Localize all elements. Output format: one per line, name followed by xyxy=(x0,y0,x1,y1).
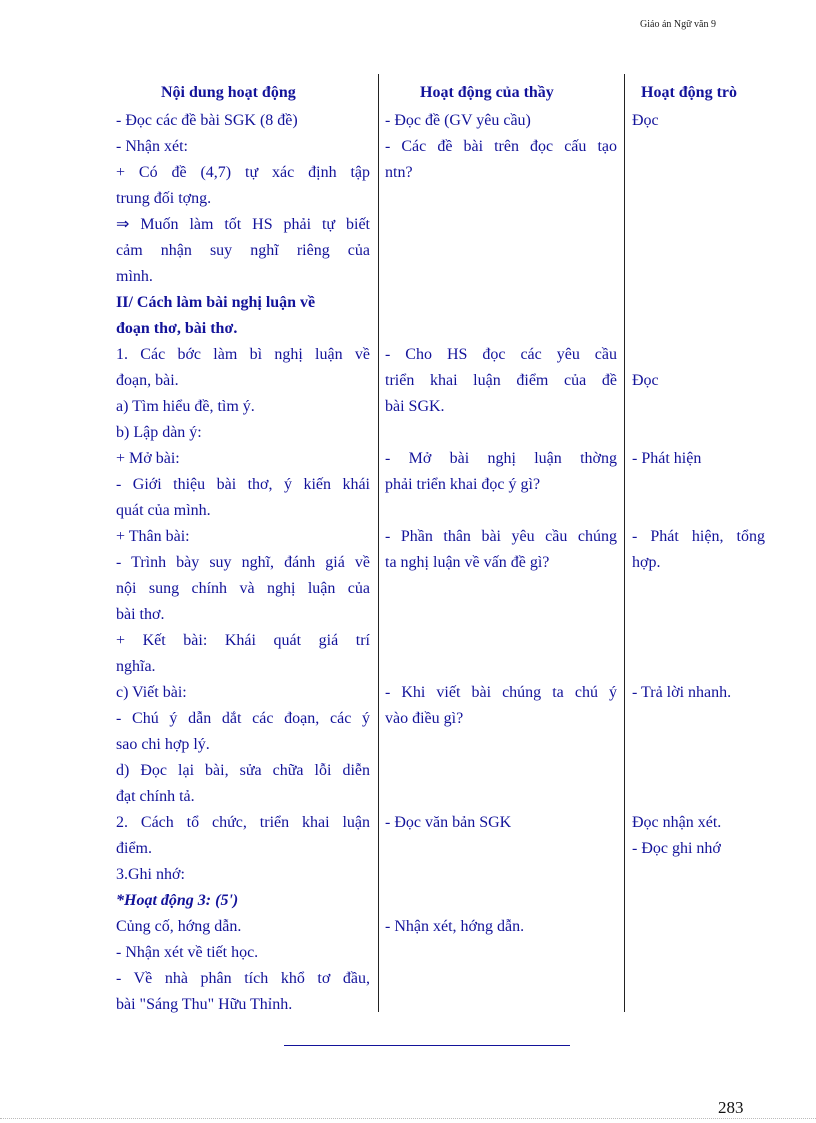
content-line: - Chú ý dẫn dắt các đoạn, các ý xyxy=(116,710,370,727)
teacher-line: vào điều gì? xyxy=(385,710,464,727)
bottom-dotted-border xyxy=(0,1118,816,1119)
column-header-student: Hoạt động trò xyxy=(641,84,737,101)
teacher-line: - Đọc văn bản SGK xyxy=(385,814,512,831)
content-line: trung đối tợng. xyxy=(116,190,212,207)
content-line: - Về nhà phân tích khổ tơ đầu, xyxy=(116,970,370,987)
content-line: Củng cố, hớng dẫn. xyxy=(116,918,242,935)
content-line: + Kết bài: Khái quát giá trí xyxy=(116,632,370,649)
content-line: 2. Cách tổ chức, triển khai luận xyxy=(116,814,370,831)
content-line: 1. Các bớc làm bì nghị luận về xyxy=(116,346,370,363)
teacher-line: - Phần thân bài yêu cầu chúng xyxy=(385,528,617,545)
teacher-line: ta nghị luận về vấn đề gì? xyxy=(385,554,550,571)
student-line: - Phát hiện, tổng xyxy=(632,528,765,545)
content-line: bài thơ. xyxy=(116,606,165,623)
content-line: - Giới thiệu bài thơ, ý kiến khái xyxy=(116,476,370,493)
student-line: - Trả lời nhanh. xyxy=(632,684,732,701)
teacher-line: - Cho HS đọc các yêu cầu xyxy=(385,346,617,363)
content-line: - Đọc các đề bài SGK (8 đề) xyxy=(116,112,298,129)
content-line: đoạn, bài. xyxy=(116,372,179,389)
section-heading: II/ Cách làm bài nghị luận về xyxy=(116,294,316,311)
content-line: + Thân bài: xyxy=(116,528,190,545)
content-line: 3.Ghi nhớ: xyxy=(116,866,185,883)
content-line: - Nhận xét về tiết học. xyxy=(116,944,259,961)
content-line: sao chi hợp lý. xyxy=(116,736,210,753)
column-header-content: Nội dung hoạt động xyxy=(161,84,296,101)
student-line: Đọc xyxy=(632,372,659,389)
teacher-line: triển khai luận điểm của đề xyxy=(385,372,617,389)
content-line: điểm. xyxy=(116,840,152,857)
teacher-line: phải triển khai đọc ý gì? xyxy=(385,476,541,493)
student-line: - Đọc ghi nhớ xyxy=(632,840,721,857)
page-number: 283 xyxy=(718,1098,744,1117)
teacher-line: bài SGK. xyxy=(385,398,445,415)
teacher-line: - Khi viết bài chúng ta chú ý xyxy=(385,684,617,701)
content-line: đạt chính tả. xyxy=(116,788,195,805)
teacher-line: - Nhận xét, hớng dẫn. xyxy=(385,918,525,935)
content-line: nghĩa. xyxy=(116,658,156,675)
content-line: + Mở bài: xyxy=(116,450,180,467)
content-line: bài "Sáng Thu" Hữu Thỉnh. xyxy=(116,996,293,1013)
student-line: Đọc xyxy=(632,112,659,129)
activity-heading: *Hoạt động 3: (5') xyxy=(116,892,239,909)
teacher-line: - Các đề bài trên đọc cấu tạo xyxy=(385,138,617,155)
section-heading: đoạn thơ, bài thơ. xyxy=(116,320,238,337)
content-line: quát của mình. xyxy=(116,502,211,519)
page-header: Giáo án Ngữ văn 9 xyxy=(640,19,716,30)
student-line: Đọc nhận xét. xyxy=(632,814,722,831)
content-line: + Có đề (4,7) tự xác định tập xyxy=(116,164,370,181)
content-line: d) Đọc lại bài, sửa chữa lỗi diễn xyxy=(116,762,370,779)
column-divider-2 xyxy=(624,74,625,1012)
content-line: c) Viết bài: xyxy=(116,684,187,701)
teacher-line: ntn? xyxy=(385,164,413,181)
student-line: - Phát hiện xyxy=(632,450,702,467)
content-line: cảm nhận suy nghĩ riêng của xyxy=(116,242,370,259)
content-line: ⇒ Muốn làm tốt HS phải tự biết xyxy=(116,216,370,233)
content-line: - Trình bày suy nghĩ, đánh giá về xyxy=(116,554,370,571)
content-line: a) Tìm hiểu đề, tìm ý. xyxy=(116,398,255,415)
content-line: b) Lập dàn ý: xyxy=(116,424,202,441)
column-header-teacher: Hoạt động của thầy xyxy=(420,84,554,101)
content-line: - Nhận xét: xyxy=(116,138,188,155)
teacher-line: - Đọc đề (GV yêu cầu) xyxy=(385,112,531,129)
column-divider-1 xyxy=(378,74,379,1012)
teacher-line: - Mở bài nghị luận thờng xyxy=(385,450,617,467)
content-line: mình. xyxy=(116,268,153,285)
footer-rule xyxy=(284,1045,570,1046)
content-line: nội sung chính và nghị luận của xyxy=(116,580,370,597)
student-line: hợp. xyxy=(632,554,661,571)
